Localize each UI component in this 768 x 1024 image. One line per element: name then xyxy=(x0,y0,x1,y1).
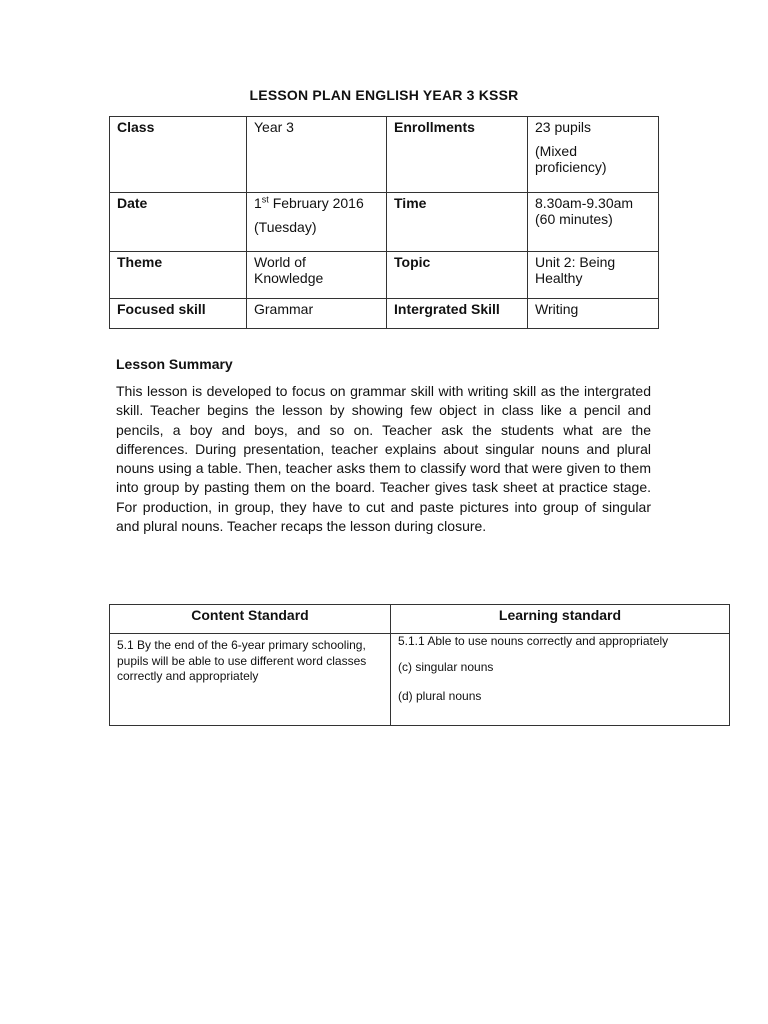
topic-value: Unit 2: Being Healthy xyxy=(528,252,659,299)
enrollments-value: 23 pupils xyxy=(535,119,592,135)
date-cell xyxy=(247,193,387,252)
content-standard-header: Content Standard xyxy=(110,605,391,634)
learning-standard-cell xyxy=(391,634,730,726)
class-label: Class xyxy=(110,117,247,193)
table-row xyxy=(110,117,659,193)
focused-skill-label: Focused skill xyxy=(110,299,247,329)
integrated-skill-value: Writing xyxy=(528,299,659,329)
theme-label: Theme xyxy=(110,252,247,299)
enrollments-cell xyxy=(528,117,659,193)
table-row xyxy=(110,252,659,299)
date-suffix: st xyxy=(261,194,269,205)
integrated-skill-label: Intergrated Skill xyxy=(387,299,528,329)
theme-value: World of Knowledge xyxy=(247,252,387,299)
topic-label: Topic xyxy=(387,252,528,299)
learning-standard-header: Learning standard xyxy=(391,605,730,634)
lesson-summary-heading: Lesson Summary xyxy=(116,356,233,372)
date-rest: February 2016 xyxy=(268,195,364,211)
standards-table xyxy=(109,604,730,726)
table-row xyxy=(110,299,659,329)
date-label: Date xyxy=(110,193,247,252)
table-row xyxy=(110,634,730,726)
learning-standard-item: 5.1.1 Able to use nouns correctly and appropriately xyxy=(398,634,669,648)
time-label: Time xyxy=(387,193,528,252)
learning-standard-item: (d) plural nouns xyxy=(398,689,482,703)
table-header-row xyxy=(110,605,730,634)
enrollments-note: (Mixed proficiency) xyxy=(535,143,607,175)
table-row xyxy=(110,193,659,252)
lesson-summary-text: This lesson is developed to focus on grammar skill with writing skill as the intergrated skill. Teacher begins the lesson by showing few object in class like a pencil and pencils, a boy and boys, and so on. Teacher ask the students what are the differences. During presentation, teacher explains about singular nouns and plural nouns using a table. Then, teacher asks them to classify word that were given to them into group by pasting them on the board. Teacher gives task sheet at practice stage. For production, in group, they have to cut and paste pictures into group of singular and plural nouns. Teacher recaps the lesson during closure. xyxy=(116,383,651,535)
page-title: LESSON PLAN ENGLISH YEAR 3 KSSR xyxy=(249,87,519,103)
focused-skill-value: Grammar xyxy=(247,299,387,329)
time-value: 8.30am-9.30am (60 minutes) xyxy=(528,193,659,252)
date-day: 1 xyxy=(254,195,262,211)
lesson-info-table xyxy=(109,116,659,329)
enrollments-label: Enrollments xyxy=(387,117,528,193)
date-weekday: (Tuesday) xyxy=(254,219,317,235)
learning-standard-item: (c) singular nouns xyxy=(398,659,494,674)
content-standard-text: 5.1 By the end of the 6-year primary schooling, pupils will be able to use different word classes correctly and appropriately xyxy=(110,634,391,726)
class-value: Year 3 xyxy=(247,117,387,193)
